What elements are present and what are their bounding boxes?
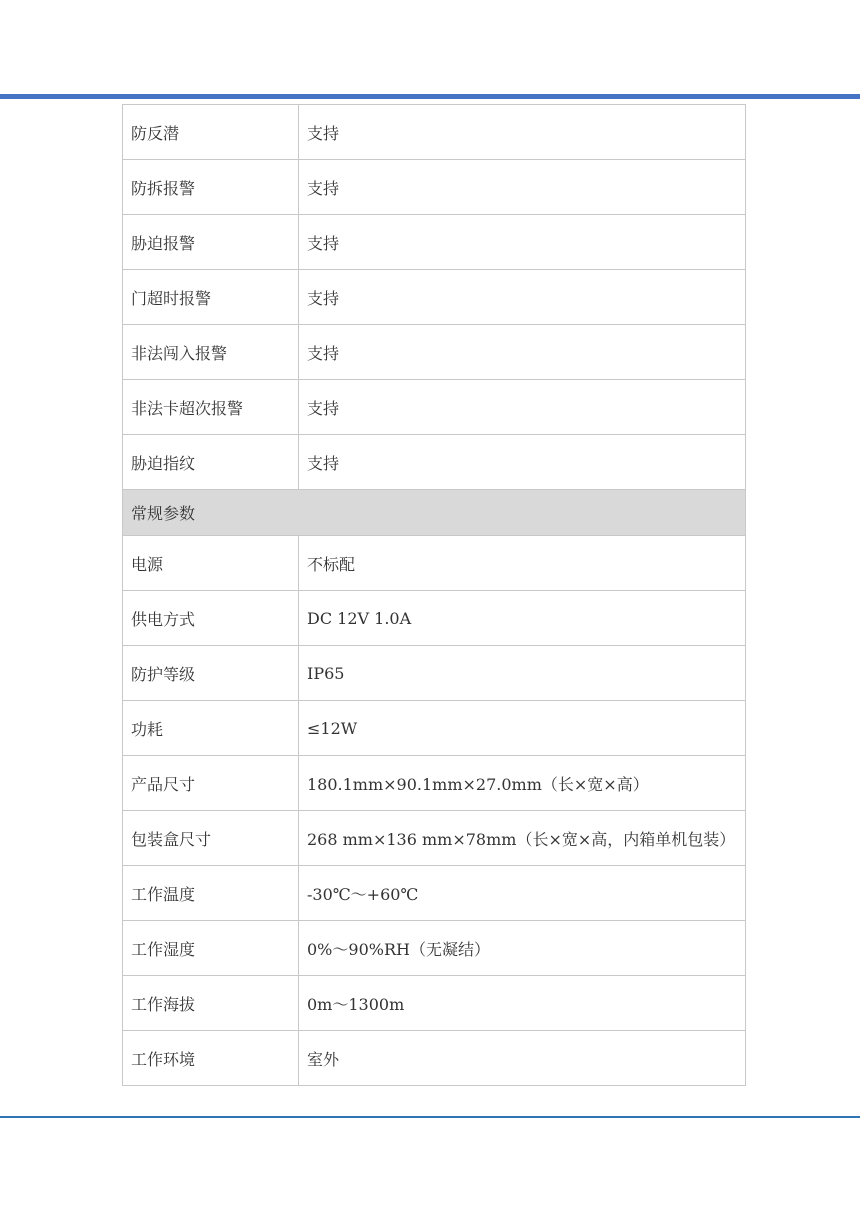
- spec-value: 支持: [299, 380, 746, 435]
- table-row: [123, 646, 746, 701]
- table-row: [123, 976, 746, 1031]
- table-row: [123, 591, 746, 646]
- table-row: [123, 866, 746, 921]
- spec-label: 非法闯入报警: [123, 325, 299, 380]
- spec-value: -30℃～+60℃: [299, 866, 746, 921]
- table-row: [123, 215, 746, 270]
- table-row: [123, 105, 746, 160]
- spec-value: 不标配: [299, 536, 746, 591]
- table-row: [123, 756, 746, 811]
- spec-value: 268 mm×136 mm×78mm（长×宽×高，内箱单机包装）: [299, 811, 746, 866]
- table-row: [123, 270, 746, 325]
- spec-label: 工作温度: [123, 866, 299, 921]
- spec-value: 室外: [299, 1031, 746, 1086]
- spec-value: 支持: [299, 215, 746, 270]
- spec-label: 包装盒尺寸: [123, 811, 299, 866]
- spec-value: 0m～1300m: [299, 976, 746, 1031]
- spec-value: DC 12V 1.0A: [299, 591, 746, 646]
- spec-value: 支持: [299, 105, 746, 160]
- spec-label: 胁迫报警: [123, 215, 299, 270]
- header-rule: [0, 94, 860, 99]
- footer-rule: [0, 1116, 860, 1118]
- spec-label: 工作湿度: [123, 921, 299, 976]
- spec-value: IP65: [299, 646, 746, 701]
- spec-label: 工作环境: [123, 1031, 299, 1086]
- spec-label: 产品尺寸: [123, 756, 299, 811]
- spec-value: ≤12W: [299, 701, 746, 756]
- table-row: [123, 811, 746, 866]
- section-header-row: [123, 490, 746, 536]
- spec-label: 电源: [123, 536, 299, 591]
- spec-label: 防拆报警: [123, 160, 299, 215]
- spec-label: 工作海拔: [123, 976, 299, 1031]
- spec-value: 180.1mm×90.1mm×27.0mm（长×宽×高）: [299, 756, 746, 811]
- spec-value: 支持: [299, 270, 746, 325]
- table-row: [123, 435, 746, 490]
- table-row: [123, 701, 746, 756]
- table-row: [123, 536, 746, 591]
- spec-value: 支持: [299, 435, 746, 490]
- section-title: 常规参数: [123, 490, 746, 536]
- spec-table: [122, 104, 746, 1086]
- spec-label: 供电方式: [123, 591, 299, 646]
- spec-label: 门超时报警: [123, 270, 299, 325]
- spec-label: 非法卡超次报警: [123, 380, 299, 435]
- spec-label: 防护等级: [123, 646, 299, 701]
- spec-label: 功耗: [123, 701, 299, 756]
- spec-label: 防反潜: [123, 105, 299, 160]
- table-row: [123, 325, 746, 380]
- table-row: [123, 380, 746, 435]
- spec-value: 支持: [299, 325, 746, 380]
- spec-label: 胁迫指纹: [123, 435, 299, 490]
- table-row: [123, 160, 746, 215]
- spec-value: 0%～90%RH（无凝结）: [299, 921, 746, 976]
- table-row: [123, 1031, 746, 1086]
- table-row: [123, 921, 746, 976]
- spec-value: 支持: [299, 160, 746, 215]
